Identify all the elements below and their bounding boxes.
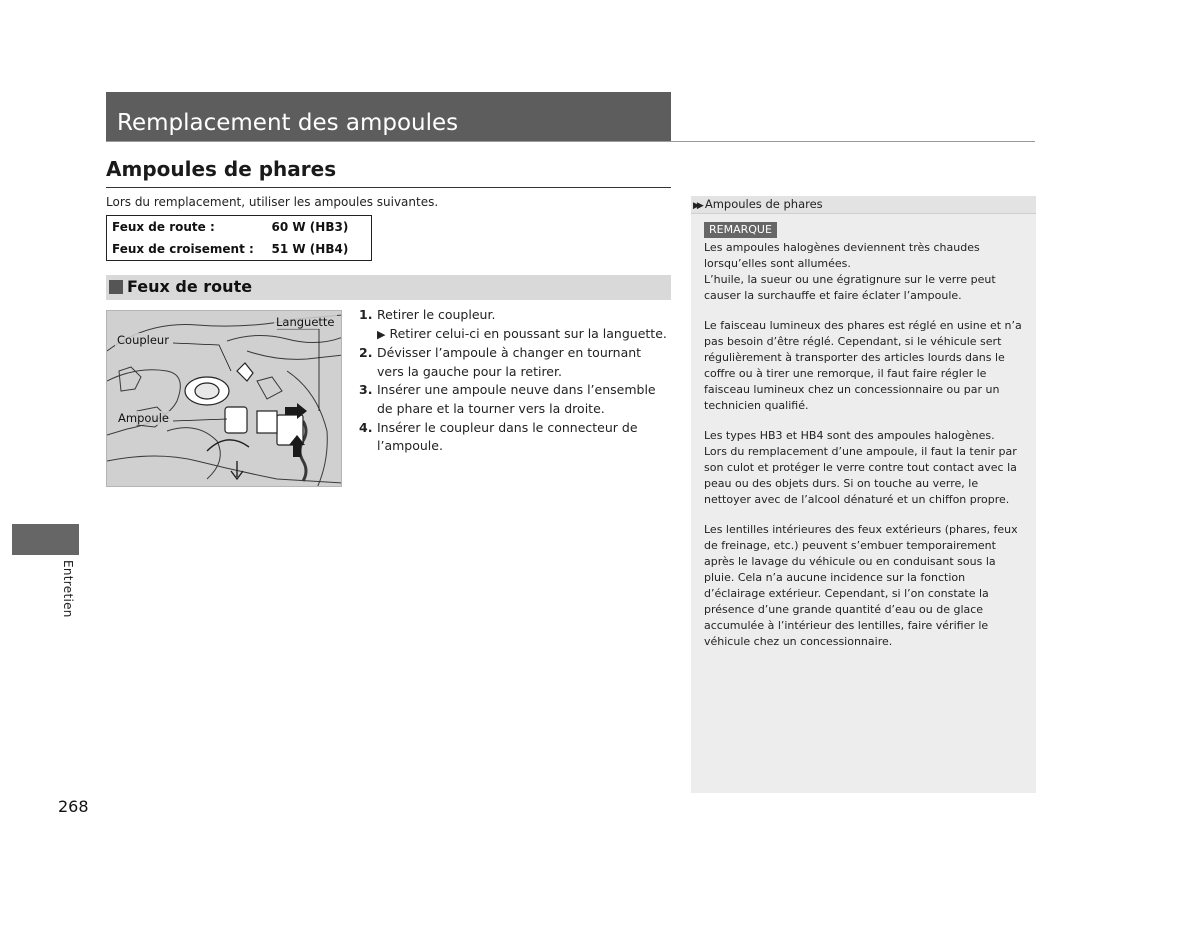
instruction-steps bbox=[359, 306, 671, 456]
banner-divider bbox=[106, 141, 1035, 142]
label-languette: Languette bbox=[276, 315, 335, 329]
table-row bbox=[107, 238, 372, 261]
substep-text: Retirer celui-ci en poussant sur la languette. bbox=[389, 325, 667, 341]
subsection-header bbox=[106, 275, 671, 300]
spec-value: 51 W (HB4) bbox=[271, 242, 349, 256]
sidebar-header-text: Ampoules de phares bbox=[704, 197, 823, 211]
list-item bbox=[359, 419, 671, 456]
step-number: 3. bbox=[359, 382, 373, 398]
list-item bbox=[359, 325, 671, 345]
spec-value: 60 W (HB3) bbox=[271, 220, 349, 234]
page-heading: Ampoules de phares bbox=[106, 157, 337, 181]
square-bullet-icon bbox=[109, 280, 123, 294]
double-arrow-icon: ▶▶ bbox=[693, 201, 701, 211]
note-badge: REMARQUE bbox=[704, 222, 777, 238]
page-number: 268 bbox=[58, 797, 89, 816]
label-ampoule: Ampoule bbox=[118, 411, 169, 425]
label-coupleur: Coupleur bbox=[117, 333, 169, 347]
table-row bbox=[107, 216, 372, 239]
note-paragraph: Les types HB3 et HB4 sont des ampoules halogènes. bbox=[704, 429, 995, 442]
step-number: 2. bbox=[359, 345, 373, 361]
list-item bbox=[359, 306, 671, 325]
subsection-title: Feux de route bbox=[127, 277, 253, 296]
chapter-tab bbox=[12, 524, 79, 555]
spec-label: Feux de croisement : bbox=[112, 242, 254, 256]
headlight-diagram bbox=[106, 310, 342, 487]
chapter-tab-label: Entretien bbox=[61, 560, 75, 618]
sidebar-header bbox=[691, 196, 1036, 214]
step-number: 4. bbox=[359, 419, 373, 435]
sidebar-notes bbox=[691, 196, 1036, 793]
note-paragraph: Les lentilles intérieures des feux extérieurs (phares, feux de freinage, etc.) peuvent s’embuer temporairement après le lavage du véhicule ou en conduisant sous la pluie. Cela n’a aucune incidence sur la fonction d’éclairage extérieur. Cependant, si l’on constate la présence d’une grande quantité d’eau ou de glace accumulée à l’intérieur des lentilles, faire vérifier le véhicule chez un concessionnaire. bbox=[704, 523, 1018, 648]
list-item bbox=[359, 344, 671, 381]
spec-label: Feux de route : bbox=[112, 220, 215, 234]
section-title: Remplacement des ampoules bbox=[117, 110, 459, 136]
note-paragraph: Lors du remplacement d’une ampoule, il faut la tenir par son culot et protéger le verre contre tout contact avec la peau ou des objets durs. Si on touche au verre, le nettoyer avec de l’alcool dénaturé et un chiffon propre. bbox=[704, 445, 1017, 506]
note-paragraph: Les ampoules halogènes deviennent très chaudes lorsqu’elles sont allumées. bbox=[704, 241, 980, 270]
step-text: Insérer une ampoule neuve dans l’ensemble de phare et la tourner vers la droite. bbox=[377, 382, 656, 416]
heading-divider bbox=[106, 187, 671, 188]
step-text: Retirer le coupleur. bbox=[377, 307, 496, 322]
list-item bbox=[359, 381, 671, 418]
step-number: 1. bbox=[359, 307, 373, 322]
triangle-bullet-icon: ▶ bbox=[377, 327, 386, 341]
intro-text: Lors du remplacement, utiliser les ampoules suivantes. bbox=[106, 195, 439, 209]
bulb-spec-table bbox=[106, 215, 372, 261]
step-text: Dévisser l’ampoule à changer en tournant vers la gauche pour la retirer. bbox=[377, 345, 642, 379]
note-paragraph: L’huile, la sueur ou une égratignure sur le verre peut causer la surchauffe et faire éclater l’ampoule. bbox=[704, 273, 996, 302]
section-title-banner bbox=[106, 92, 671, 142]
step-text: Insérer le coupleur dans le connecteur de l’ampoule. bbox=[377, 419, 638, 454]
note-paragraph: Le faisceau lumineux des phares est réglé en usine et n’a pas besoin d’être réglé. Cependant, si le véhicule sert régulièrement à transporter des articles lourds dans le coffre ou à tirer une remorque, il faut faire régler le faisceau lumineux chez un concessionnaire ou par un technicien qualifié. bbox=[704, 319, 1022, 412]
